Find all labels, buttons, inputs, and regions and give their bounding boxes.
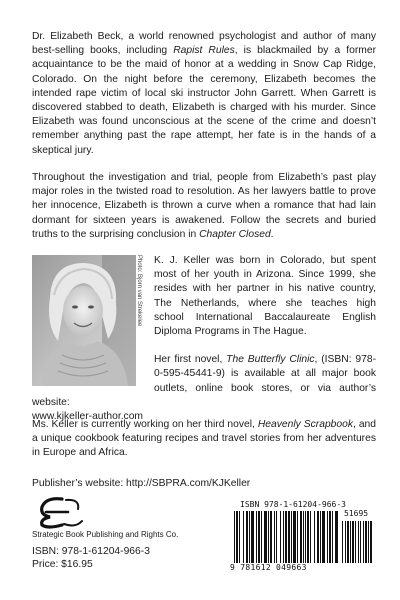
synopsis-paragraph-2: Throughout the investigation and trial, people from Elizabeth’s past play major roles in the twisted road to resolution. As her lawyers battle to prove her innocence, Elizabeth is thrown a curve when a romance that had lain dormant for sixteen years is awakened. Follow the secrets and buried truths to the surprising conclusion in Chapter Closed.	[32, 172, 376, 240]
photo-credit: Photo: Bjorn van Strekelee	[136, 255, 142, 327]
barcode	[228, 497, 376, 575]
barcode-addon-number: 51695	[344, 509, 369, 518]
isbn-text: ISBN: 978-1-61204-966-3	[32, 546, 150, 557]
sbpra-logo-icon	[32, 495, 92, 529]
synopsis-paragraph-1: Dr. Elizabeth Beck, a world renowned psychologist and author of many best-selling books, including Rapist Rules, is blackmailed by a former acquaintance to be the maid of honor at a wedding in Snow Cap Ridge, Colorado. On the night before the ceremony, Elizabeth becomes the intended rape victim of local ski instructor John Garrett. When Garrett is discovered stabbed to death, Elizabeth is charged with his murder. Since Elizabeth was found unconscious at the scene of the crime and doesn’t remember anything past the rape attempt, her fate is in the hands of a skeptical jury.	[32, 31, 376, 156]
upcoming-works-paragraph: Ms. Keller is currently working on her third novel, Heavenly Scrapbook, and a unique cookbook featuring recipes and travel stories from her adventures in Europe and Africa.	[32, 419, 377, 459]
publisher-website: Publisher’s website: http://SBPRA.com/KJKeller	[32, 478, 251, 489]
barcode-digits: 9 781612 049663	[230, 563, 307, 572]
publisher-name: Strategic Book Publishing and Rights Co.	[32, 530, 179, 539]
barcode-isbn-label: ISBN 978-1-61204-966-3	[240, 500, 346, 509]
author-bio-paragraph-1: K. J. Keller was born in Colorado, but spent most of her youth in Arizona. Since 1999, she resides with her partner in his native country, The Netherlands, where she teaches high school International Baccalaureate English Diploma Programs in The Hague.	[154, 255, 376, 338]
author-bio	[32, 254, 376, 424]
author-website: www.kjkeller-author.com	[32, 411, 144, 423]
price-text: Price: $16.95	[32, 559, 93, 570]
author-bio-paragraph-2: Her first novel, The Butterfly Clinic, (ISBN: 978-0-595-45441-9) is available at all major book outlets, online book stores, or via author’s website: www.kjkeller-author.com	[32, 353, 376, 424]
